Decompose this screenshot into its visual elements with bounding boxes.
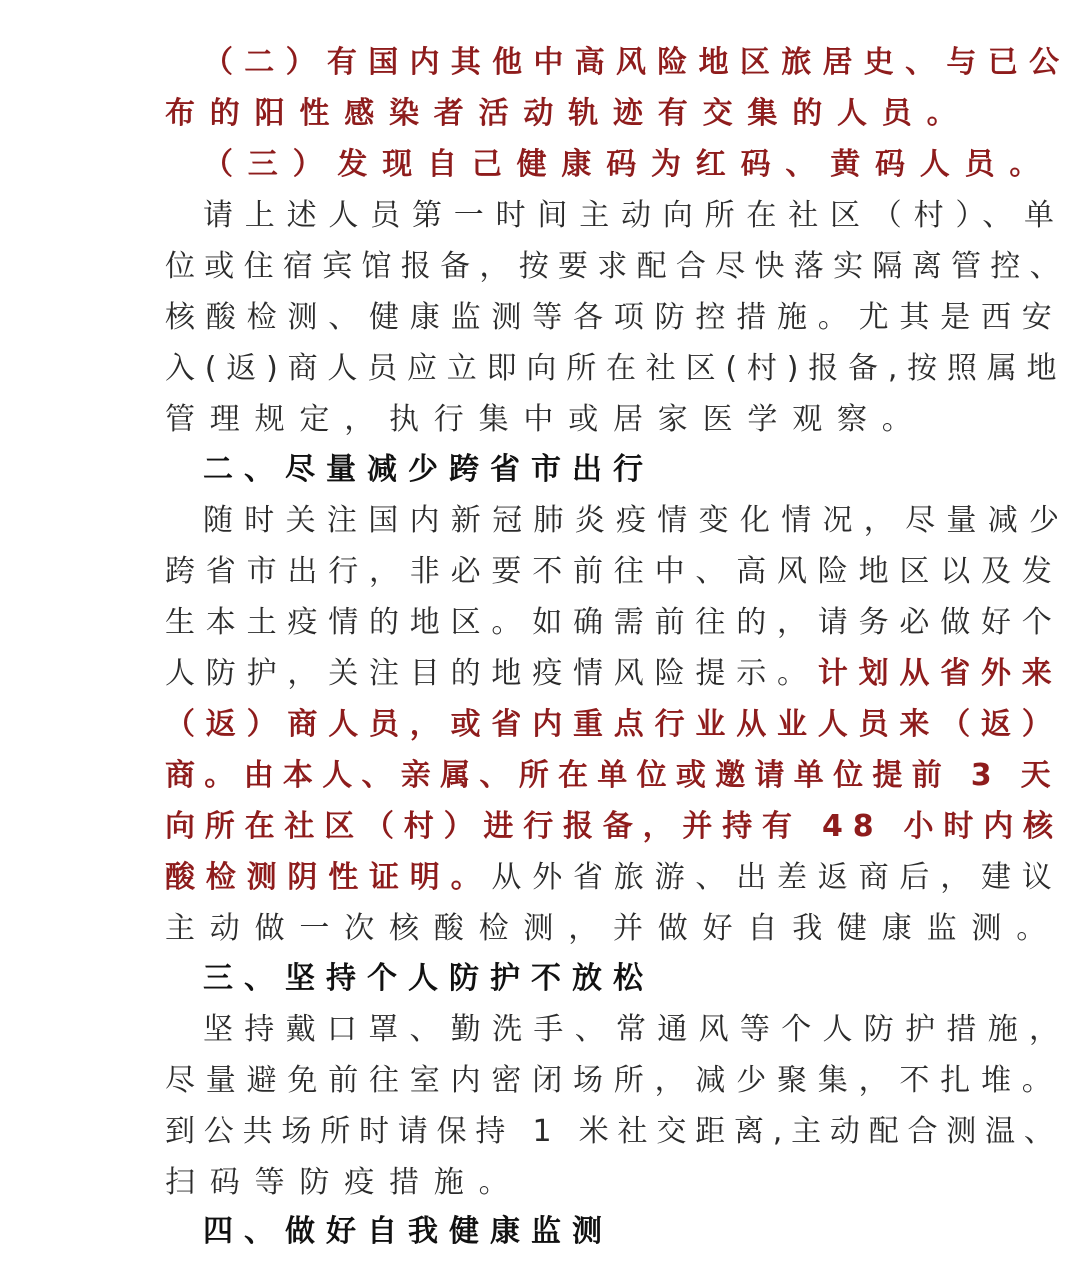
text-line-21 [165,1063,1063,1099]
text-segment: 到公共场所时请保持 1 米社交距离,主动配合测温、 [165,1114,1063,1149]
section-heading-3 [203,961,963,997]
text-line-18 [165,911,1061,947]
section-heading-4 [203,1214,963,1250]
text-segment: 从外省旅游、出差返商后，建议 [491,860,1063,895]
text-segment: （三）发现自己健康码为红码、黄码人员。 [203,147,1055,182]
text-segment: 管理规定，执行集中或居家医学观察。 [165,402,927,437]
text-segment-highlight: 计划从省外来 [817,656,1063,691]
text-segment: 尽量避免前往室内密闭场所，减少聚集，不扎堆。 [165,1063,1063,1098]
text-line-5 [165,249,1069,285]
heading-text: 二、尽量减少跨省市出行 [203,452,654,487]
text-line-7 [165,351,1067,387]
text-segment: （二）有国内其他中高风险地区旅居史、与已公 [203,45,1071,80]
text-line-11 [165,554,1063,590]
text-line-10 [203,503,1071,539]
text-segment: 入(返)商人员应立即向所在社区(村)报备,按照属地 [165,351,1067,386]
text-line-2 [165,96,972,132]
text-line-14 [165,707,1063,743]
text-segment: 扫码等防疫措施。 [165,1165,524,1200]
text-segment: 跨省市出行，非必要不前往中、高风险地区以及发 [165,554,1063,589]
section-heading-2 [203,452,963,488]
text-segment: 位或住宿宾馆报备，按要求配合尽快落实隔离管控、 [165,249,1069,284]
text-line-15 [165,758,1060,794]
text-segment: 坚持戴口罩、勤洗手、常通风等个人防护措施， [203,1012,1071,1047]
text-segment: 生本土疫情的地区。如确需前往的，请务必做好个 [165,605,1063,640]
text-line-20 [203,1012,1071,1048]
text-line-6 [165,300,1063,336]
text-line-13 [165,656,1063,692]
text-segment-highlight: 酸检测阴性证明。 [165,860,492,895]
text-line-16 [165,809,1063,845]
text-line-23 [165,1165,925,1201]
text-segment-highlight: （返）商人员，或省内重点行业从业人员来（返） [165,707,1063,742]
heading-text: 四、做好自我健康监测 [203,1214,613,1249]
text-line-3 [203,147,1055,183]
text-line-8 [165,402,925,438]
heading-text: 三、坚持个人防护不放松 [203,961,654,996]
text-segment: 主动做一次核酸检测，并做好自我健康监测。 [165,911,1061,946]
text-line-17 [165,860,1063,896]
text-segment-highlight: 向所在社区（村）进行报备，并持有 48 小时内核 [165,809,1063,844]
text-segment: 布的阳性感染者活动轨迹有交集的人员。 [165,96,972,131]
text-segment: 核酸检测、健康监测等各项防控措施。尤其是西安 [165,300,1063,335]
text-line-1 [203,45,1071,81]
text-segment: 人防护，关注目的地疫情风险提示。 [165,656,818,691]
text-line-12 [165,605,1063,641]
text-segment: 请上述人员第一时间主动向所在社区（村）、单 [203,198,1066,233]
text-segment: 随时关注国内新冠肺炎疫情变化情况，尽量减少 [203,503,1071,538]
text-line-22 [165,1114,1063,1150]
text-line-4 [203,198,1066,234]
text-segment-highlight: 商。由本人、亲属、所在单位或邀请单位提前 3 天 [165,758,1060,793]
